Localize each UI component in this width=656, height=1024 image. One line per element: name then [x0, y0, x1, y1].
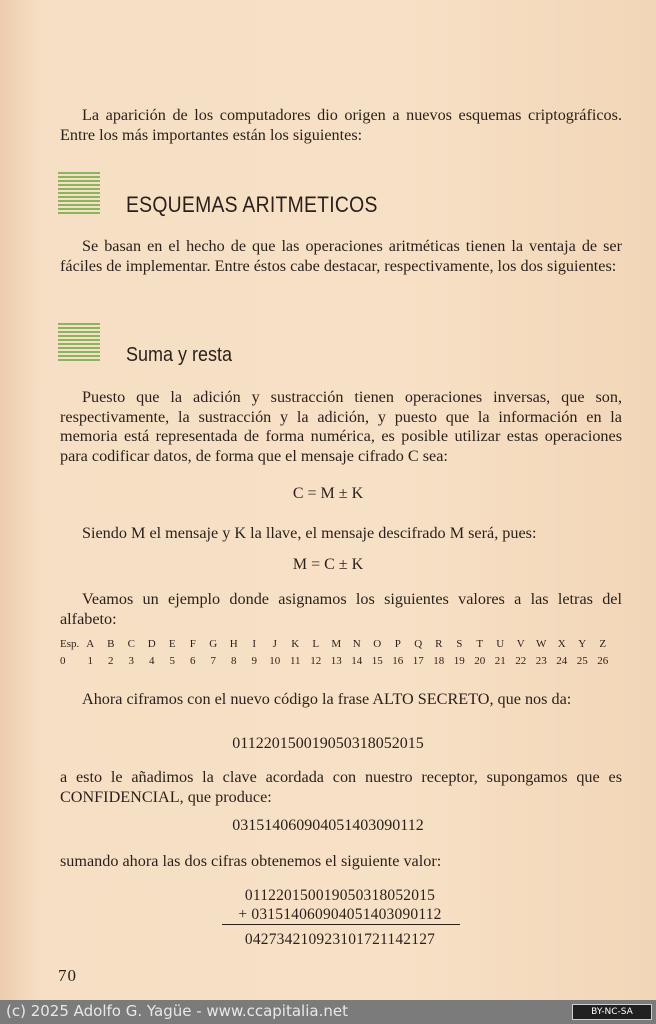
alphabet-value-15: 15: [371, 655, 383, 667]
alphabet-value-26: 26: [597, 655, 609, 667]
encoded-message: 011220150019050318052015: [232, 735, 424, 752]
alphabet-value-19: 19: [453, 655, 465, 667]
alphabet-letter-19: S: [456, 638, 463, 650]
alphabet-value-2: 2: [108, 655, 114, 667]
alphabet-letter-16: P: [394, 638, 401, 650]
formula-cipher: C = M ± K: [292, 485, 364, 502]
alphabet-letter-23: W: [536, 638, 547, 650]
alphabet-letter-9: I: [252, 638, 257, 650]
page-number: 70: [58, 966, 77, 985]
alphabet-letter-26: Z: [599, 638, 607, 650]
alphabet-value-13: 13: [330, 655, 342, 667]
alphabet-letter-5: E: [168, 638, 176, 650]
encoded-key: 031514060904051403090112: [232, 817, 424, 834]
alphabet-value-25: 25: [576, 655, 588, 667]
alphabet-value-16: 16: [392, 655, 404, 667]
alphabet-value-6: 6: [190, 655, 196, 667]
alphabet-value-0: 0: [60, 655, 66, 667]
alphabet-letter-1: A: [86, 638, 95, 650]
alphabet-letter-6: F: [189, 638, 196, 650]
alphabet-letter-0: Esp.: [60, 638, 80, 650]
decipher-paragraph: Siendo M el mensaje y K la llave, el mensaje descifrado M será, pues:: [82, 524, 537, 542]
alphabet-letter-21: U: [496, 638, 505, 650]
section-heading: ESQUEMAS ARITMETICOS: [126, 192, 378, 217]
sum-result: 042734210923101721142127: [244, 931, 436, 948]
alphabet-values-row: [60, 655, 616, 667]
alphabet-value-21: 21: [494, 655, 506, 667]
sum-paragraph: sumando ahora las dos cifras obtenemos el siguiente valor:: [60, 852, 442, 870]
section-paragraph: Se basan en el hecho de que las operaciones aritméticas tienen la ventaja de ser fáciles de implementar. Entre éstos cabe destacar, respectivamente, los dos siguientes:: [60, 237, 622, 275]
alphabet-letter-3: C: [127, 638, 135, 650]
subsection-heading: Suma y resta: [126, 344, 233, 366]
alphabet-value-20: 20: [474, 655, 486, 667]
alphabet-letter-14: N: [352, 638, 361, 650]
alphabet-value-12: 12: [310, 655, 322, 667]
alphabet-value-23: 23: [535, 655, 547, 667]
alphabet-value-10: 10: [269, 655, 281, 667]
alphabet-value-9: 9: [251, 655, 257, 667]
alphabet-value-5: 5: [169, 655, 175, 667]
alphabet-value-4: 4: [149, 655, 155, 667]
alphabet-letter-11: K: [291, 638, 300, 650]
key-paragraph: a esto le añadimos la clave acordada con nuestro receptor, supongamos que es CONFIDENCIAL, que produce:: [60, 768, 622, 806]
alphabet-letter-12: L: [312, 638, 320, 650]
alphabet-letter-4: D: [147, 638, 156, 650]
formula-decipher: M = C ± K: [292, 556, 364, 573]
alphabet-value-11: 11: [289, 655, 301, 667]
alphabet-value-14: 14: [351, 655, 363, 667]
sum-operand-2: + 031514060904051403090112: [238, 906, 442, 923]
section-stripes-decoration: [58, 172, 100, 214]
alphabet-value-7: 7: [210, 655, 216, 667]
alphabet-letter-25: Y: [578, 638, 587, 650]
alphabet-letter-15: O: [373, 638, 382, 650]
footer-credit: (c) 2025 Adolfo G. Yagüe - www.ccapitalia.net: [6, 1002, 348, 1020]
alphabet-letter-7: G: [209, 638, 218, 650]
alphabet-value-24: 24: [556, 655, 568, 667]
intro-paragraph: La aparición de los computadores dio origen a nuevos esquemas criptográficos. Entre los más importantes están los siguientes:: [60, 106, 622, 144]
sum-operand-1: 011220150019050318052015: [244, 887, 436, 904]
alphabet-letter-17: Q: [414, 638, 423, 650]
alphabet-value-18: 18: [433, 655, 445, 667]
alphabet-value-22: 22: [515, 655, 527, 667]
subsection-stripes-decoration: [58, 323, 100, 363]
alphabet-letters-row: [60, 638, 616, 650]
alphabet-letter-18: R: [435, 638, 443, 650]
alphabet-value-3: 3: [128, 655, 134, 667]
cc-license-label: BY-NC-SA: [591, 1007, 633, 1017]
cc-license-badge[interactable]: [572, 1004, 652, 1020]
alphabet-letter-24: X: [557, 638, 566, 650]
alphabet-letter-10: J: [272, 638, 277, 650]
encode-paragraph: Ahora ciframos con el nuevo código la frase ALTO SECRETO, que nos da:: [82, 690, 572, 708]
alphabet-value-8: 8: [231, 655, 237, 667]
footer-bar: [0, 1000, 656, 1024]
subsection-paragraph: Puesto que la adición y sustracción tienen operaciones inversas, que son, respectivamente, la sustracción y la adición, y puesto que la información en la memoria está representada de forma numérica, es posible utilizar estas operaciones para codificar datos, de forma que el mensaje cifrado C sea:: [60, 388, 622, 465]
alphabet-letter-13: M: [331, 638, 342, 650]
alphabet-letter-22: V: [516, 638, 525, 650]
alphabet-value-1: 1: [87, 655, 93, 667]
example-paragraph: Veamos un ejemplo donde asignamos los siguientes valores a las letras del alfabeto:: [60, 590, 622, 628]
alphabet-value-17: 17: [412, 655, 424, 667]
alphabet-letter-2: B: [107, 638, 115, 650]
alphabet-letter-20: T: [476, 638, 484, 650]
sum-rule: [222, 924, 460, 925]
alphabet-letter-8: H: [229, 638, 238, 650]
